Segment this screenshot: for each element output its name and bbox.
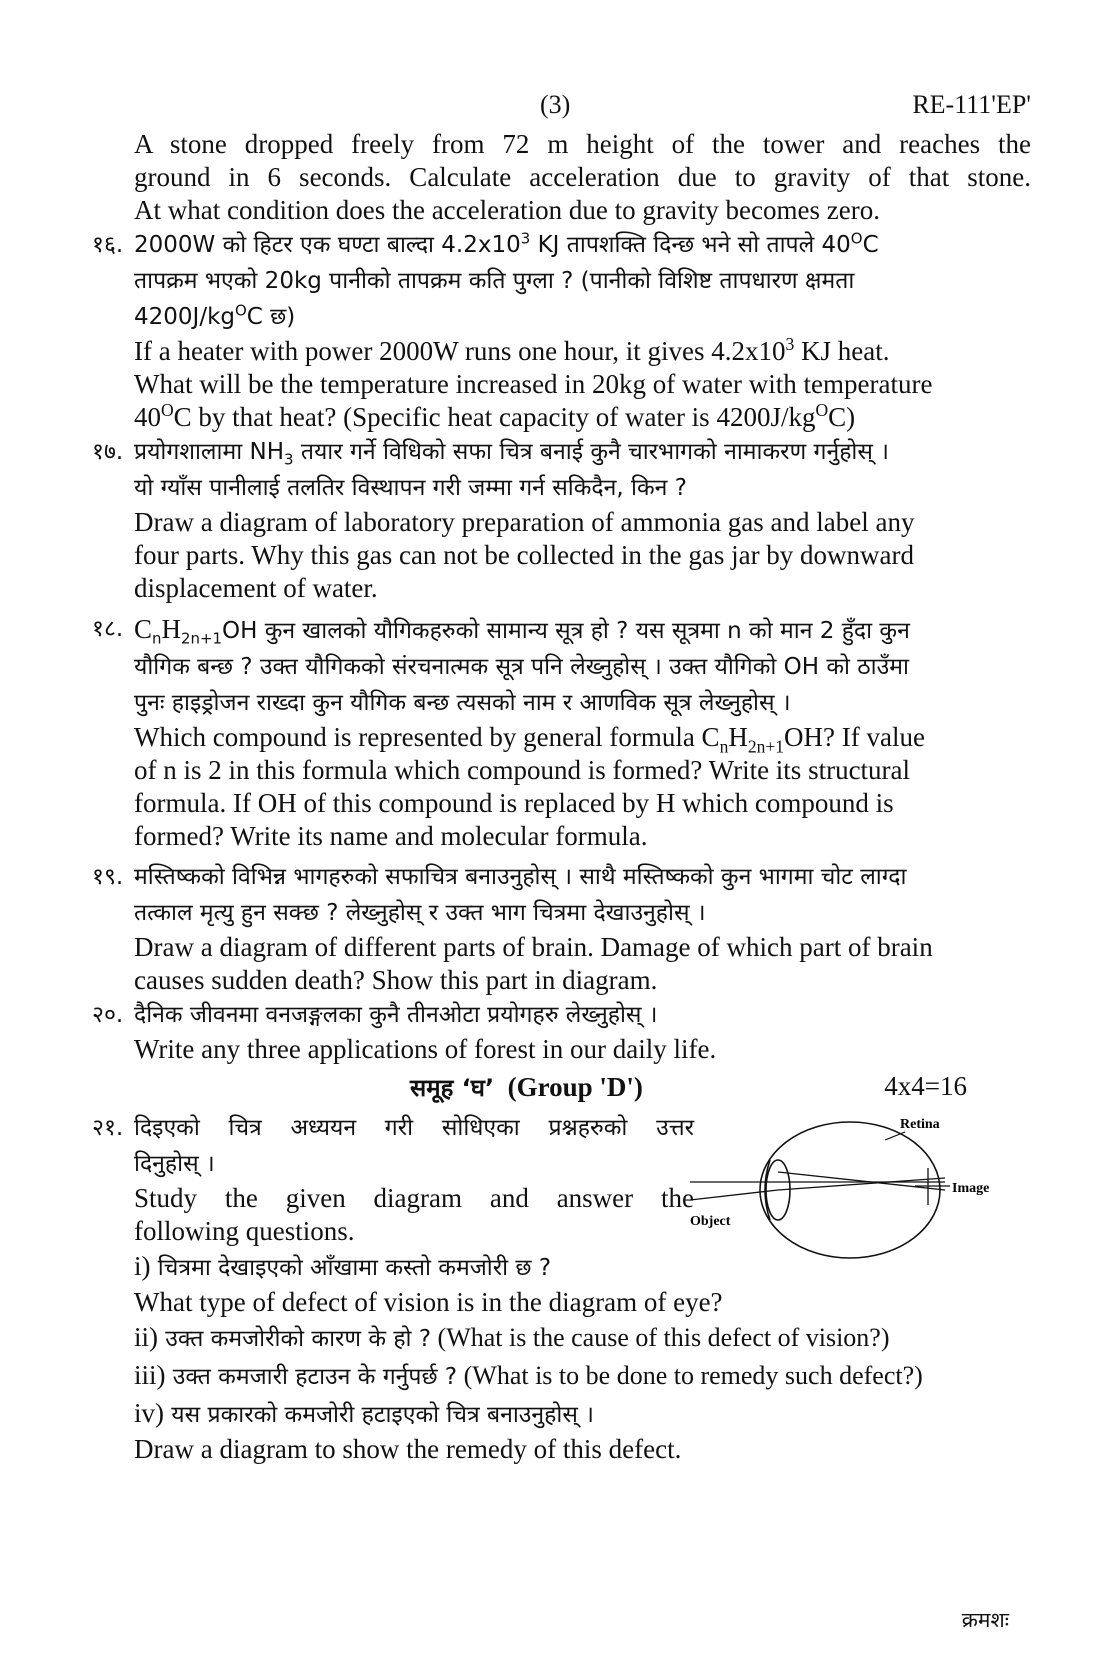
light-ray-lower-b bbox=[778, 1178, 945, 1190]
retina-pointer bbox=[885, 1132, 905, 1140]
q15-en-line-3: At what condition does the acceleration due to gravity becomes zero. bbox=[134, 195, 880, 225]
question-21 bbox=[0, 1110, 1103, 1466]
question-number: १९. bbox=[92, 864, 124, 890]
q18-en-line-3: formula. If OH of this compound is replaced by H which compound is bbox=[134, 788, 894, 818]
question-number: २०. bbox=[92, 1002, 124, 1028]
question-number: २१. bbox=[92, 1115, 124, 1141]
q21-np-line-1: दिइएको चित्र अध्ययन गरी सोधिएका प्रश्नहरुको उत्तर bbox=[134, 1115, 694, 1141]
q16-en-line-1: If a heater with power 2000W runs one hour, it gives $4.2x10^3$ KJ heat. bbox=[134, 334, 890, 366]
q18-en-line-2: of n is 2 in this formula which compound is formed? Write its structural bbox=[134, 755, 911, 785]
q18-en-line-1: Which compound is represented by general formula $C_nH_{2n+1}OH$? If value bbox=[134, 722, 925, 757]
q21-sub-ii: ii) उक्त कमजोरीको कारण के हो ? (What is the cause of this defect of vision?) bbox=[134, 1322, 890, 1352]
question-16 bbox=[0, 227, 1103, 434]
q21-sub-i-en: What type of defect of vision is in the diagram of eye? bbox=[134, 1287, 723, 1317]
q19-np-line-2: तत्काल मृत्यु हुन सक्छ ? लेख्नुहोस् र उक्त भाग चित्रमा देखाउनुहोस् । bbox=[134, 900, 706, 926]
group-marks: 4x4=16 bbox=[884, 1071, 967, 1101]
q17-en-line-2: four parts. Why this gas can not be collected in the gas jar by downward bbox=[134, 540, 915, 570]
question-19 bbox=[0, 859, 1103, 997]
q17-np-line-2: यो ग्याँस पानीलाई तलतिर विस्थापन गरी जम्मा गर्न सकिदैन, किन ? bbox=[134, 475, 687, 501]
q18-en-line-4: formed? Write its name and molecular formula. bbox=[134, 821, 648, 851]
q16-en-line-2: What will be the temperature increased in 20kg of water with temperature bbox=[134, 369, 933, 399]
question-18 bbox=[0, 611, 1103, 853]
q20-np-line-1: दैनिक जीवनमा वनजङ्गलका कुनै तीनओटा प्रयोगहरु लेख्नुहोस् । bbox=[134, 1002, 658, 1028]
q17-en-line-1: Draw a diagram of laboratory preparation of ammonia gas and label any bbox=[134, 507, 915, 537]
q17-en-line-3: displacement of water. bbox=[134, 573, 378, 603]
q21-sub-i-np: i) चित्रमा देखाइएको आँखामा कस्तो कमजोरी छ ? bbox=[134, 1251, 552, 1281]
q21-np-line-2: दिनुहोस् । bbox=[134, 1151, 215, 1177]
q21-sub-iv-en: Draw a diagram to show the remedy of this defect. bbox=[134, 1434, 682, 1464]
question-15-tail bbox=[0, 128, 1103, 227]
q16-np-line-2: तापक्रम भएको 20kg पानीको तापक्रम कति पुग्ला ? (पानीको विशिष्ट तापधारण क्षमता bbox=[134, 268, 855, 294]
q21-sub-iii: iii) उक्त कमजारी हटाउन के गर्नुपर्छ ? (What is to be done to remedy such defect?) bbox=[134, 1360, 923, 1390]
eye-diagram bbox=[690, 1110, 1000, 1260]
q18-np-line-2: यौगिक बन्छ ? उक्त यौगिकको संरचनात्मक सूत्र पनि लेख्नुहोस् । उक्त यौगिको OH को ठाउँमा bbox=[134, 654, 909, 680]
group-title: समूह ‘घ’ (Group 'D') bbox=[410, 1072, 643, 1102]
q21-sub-iv: iv) यस प्रकारको कमजोरी हटाइएको चित्र बनाउनुहोस् । bbox=[134, 1398, 594, 1428]
question-20 bbox=[0, 997, 1103, 1066]
q21-en-line-2: following questions. bbox=[134, 1216, 355, 1246]
light-ray-cross bbox=[778, 1172, 945, 1190]
q16-np-line-1: 2000W को हिटर एक घण्टा बाल्दा $4.2x10^3$ KJ तापशक्ति दिन्छ भने सो तापले $40^OC$ bbox=[134, 229, 879, 258]
object-label: Object bbox=[690, 1214, 731, 1229]
paper-code: RE-111'EP' bbox=[912, 90, 1031, 119]
question-number: १६. bbox=[92, 232, 124, 258]
page-number: (3) bbox=[540, 90, 571, 119]
q18-np-line-3: पुनः हाइड्रोजन राख्दा कुन यौगिक बन्छ त्यसको नाम र आणविक सूत्र लेख्नुहोस् । bbox=[134, 690, 791, 716]
q20-en-line-1: Write any three applications of forest in our daily life. bbox=[134, 1034, 717, 1064]
q17-np-line-1: प्रयोगशालामा $NH_3$ तयार गर्ने विधिको सफा चित्र बनाई कुनै चारभागको नामाकरण गर्नुहोस् । bbox=[134, 439, 889, 469]
q18-np-line-1: $C_nH_{2n+1}OH$ कुन खालको यौगिकहरुको सामान्य सूत्र हो ? यस सूत्रमा n को मान 2 हुँदा कुन bbox=[134, 614, 910, 648]
group-d-heading bbox=[0, 1070, 1103, 1110]
questions bbox=[0, 128, 1103, 1466]
q19-en-line-1: Draw a diagram of different parts of brain. Damage of which part of brain bbox=[134, 932, 933, 962]
q15-en-line-1: A stone dropped freely from 72 m height of the tower and reaches the bbox=[134, 129, 1031, 159]
question-number: १८. bbox=[92, 616, 124, 642]
q19-en-line-2: causes sudden death? Show this part in diagram. bbox=[134, 965, 658, 995]
q16-en-line-3: $40^OC$ by that heat? (Specific heat capacity of water is $4200J/kg^OC$) bbox=[134, 400, 856, 432]
retina-label: Retina bbox=[900, 1117, 940, 1132]
q21-en-line-1: Study the given diagram and answer the bbox=[134, 1183, 694, 1213]
q19-np-line-1: मस्तिष्कको विभिन्न भागहरुको सफाचित्र बनाउनुहोस् । साथै मस्तिष्कको कुन भागमा चोट लाग्दा bbox=[134, 864, 907, 890]
image-label: Image bbox=[952, 1181, 990, 1196]
question-number: १७. bbox=[92, 439, 124, 465]
question-17 bbox=[0, 434, 1103, 605]
q16-np-line-3: $4200J/kg^OC$ छ) bbox=[134, 301, 296, 330]
q15-en-line-2: ground in 6 seconds. Calculate acceleration due to gravity of that stone. bbox=[134, 162, 1031, 192]
continued-label: क्रमशः bbox=[961, 1608, 1009, 1632]
